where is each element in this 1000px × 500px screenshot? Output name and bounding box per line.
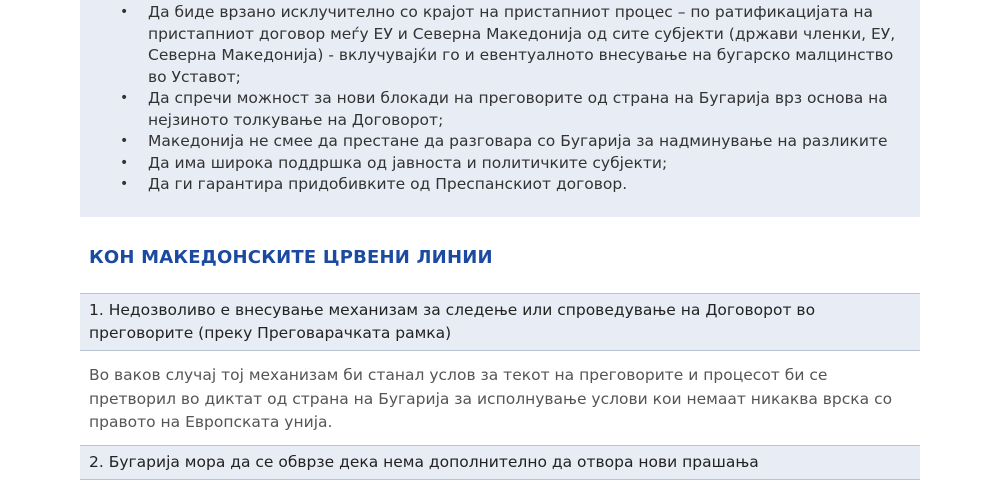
bullet-icon: • [120, 133, 129, 149]
bullet-icon: • [120, 154, 129, 171]
bullet-text: Да биде врзано исклучително со крајот на пристапниот процес – по ратификацијата на пристапниот договор меѓу ЕУ и Северна Македонија од сите субјекти (држави членки, ЕУ, Северна Македонија) - вклучувајќи го и евентуалното внесување на бугарско малцинство во Уставот; [148, 3, 896, 86]
bullet-text: Да има широка поддршка од јавноста и политичките субјекти; [148, 153, 668, 172]
bullet-icon: • [120, 176, 129, 192]
bullet-item [115, 174, 905, 196]
bullet-item [115, 131, 905, 153]
bullet-icon: • [120, 4, 129, 20]
bullet-icon: • [120, 90, 129, 106]
bullet-text: Да ги гарантира придобивките од Преспанскиот договор. [148, 175, 628, 193]
red-line-body-1: Во ваков случај тој механизам би станал услов за текот на преговорите и процесот би се претворил во диктат од страна на Бугарија за исполнување услови кои немаат никаква врска со правото на Европската унија. [89, 366, 893, 431]
bullet-text: Македонија не смее да престане да разговара со Бугарија за надминување на разликите [148, 132, 888, 150]
bullet-item [115, 88, 905, 131]
section-title: КОН МАКЕДОНСКИТЕ ЦРВЕНИ ЛИНИИ [89, 247, 493, 268]
bullet-item [115, 153, 905, 175]
red-line-heading-2: 2. Бугарија мора да се обврзе дека нема дополнително да отвора нови прашања [80, 445, 920, 480]
red-line-heading-1: 1. Недозволиво е внесување механизам за следење или спроведување на Договорот во преговорите (преку Преговарачката рамка) [80, 293, 920, 351]
conditions-bullet-list [115, 2, 905, 196]
bullet-item [115, 2, 905, 88]
bullet-text: Да спречи можност за нови блокади на преговорите од страна на Бугарија врз основа на нејзиното толкување на Договорот; [148, 89, 888, 129]
